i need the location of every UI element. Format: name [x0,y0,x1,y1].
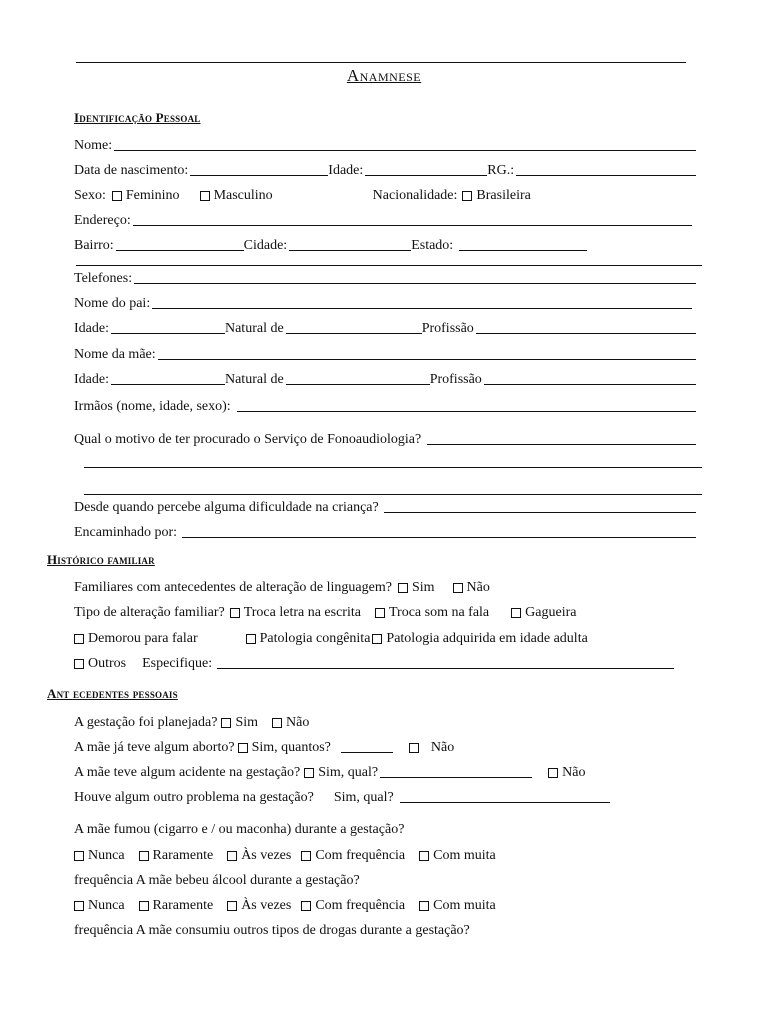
estado-field[interactable] [459,250,587,251]
row-telefones [74,267,696,287]
label-fumou-raramente: Raramente [152,848,214,863]
telefones-field[interactable] [134,283,696,284]
label-feminino: Feminino [125,188,180,203]
bebeu-com-muita-checkbox[interactable] [419,901,429,911]
planejada-sim-checkbox[interactable] [221,718,231,728]
row-fumou [74,818,696,838]
label-sexo: Sexo: [74,188,106,203]
familiares-sim-checkbox[interactable] [398,583,408,593]
row-irmaos [74,395,696,415]
label-especifique: Especifique: [142,656,213,671]
label-telefones: Telefones: [74,271,133,286]
label-nome-pai: Nome do pai: [74,296,151,311]
acidente-sim-checkbox[interactable] [304,768,314,778]
encaminhado-field[interactable] [182,537,696,538]
profissao-mae-field[interactable] [484,384,696,385]
section-identificacao: Identificação Pessoal [74,110,201,125]
fumou-raramente-checkbox[interactable] [139,851,149,861]
label-gagueira: Gagueira [525,605,577,620]
row-mae-info [74,368,696,388]
row-fumou-options [74,844,696,864]
row-bairro [74,234,696,254]
label-bebeu-nunca: Nunca [88,898,125,913]
row-outro-problema [74,786,696,806]
label-outro-problema: Houve algum outro problema na gestação? [74,790,314,805]
label-masculino: Masculino [213,188,273,203]
nome-pai-field[interactable] [152,308,692,309]
label-irmaos: Irmãos (nome, idade, sexo): [74,399,231,414]
label-outro-sim-qual: Sim, qual? [333,790,394,805]
label-acidente-sim-qual: Sim, qual? [318,765,379,780]
data-nascimento-field[interactable] [190,175,328,176]
label-troca-letra: Troca letra na escrita [243,605,361,620]
familiares-nao-checkbox[interactable] [453,583,463,593]
label-acidente-nao: Não [562,765,586,780]
masculino-checkbox[interactable] [200,191,210,201]
outro-problema-field[interactable] [400,802,610,803]
label-data-nascimento: Data de nascimento: [74,163,189,178]
aborto-sim-checkbox[interactable] [238,743,248,753]
label-familiares-nao: Não [466,580,490,595]
bairro-field[interactable] [116,250,244,251]
troca-letra-checkbox[interactable] [230,608,240,618]
nome-field[interactable] [114,150,696,151]
label-profissao-mae: Profissão [429,372,482,387]
fumou-nunca-checkbox[interactable] [74,851,84,861]
label-idade: Idade: [328,163,364,178]
idade-mae-field[interactable] [111,384,225,385]
row-acidente [74,761,696,781]
label-fumou-as-vezes: Às vezes [241,848,292,863]
rg-field[interactable] [516,175,696,176]
row-outros [74,652,674,672]
fumou-com-muita-checkbox[interactable] [419,851,429,861]
label-natural-pai: Natural de [224,321,284,336]
profissao-pai-field[interactable] [476,333,696,334]
label-bebeu-as-vezes: Às vezes [241,898,292,913]
natural-mae-field[interactable] [286,384,430,385]
label-nacionalidade: Nacionalidade: [372,188,458,203]
aborto-nao-checkbox[interactable] [409,743,419,753]
gagueira-checkbox[interactable] [511,608,521,618]
row-nome-mae [74,343,696,363]
congenita-checkbox[interactable] [246,634,256,644]
fumou-com-frequencia-checkbox[interactable] [301,851,311,861]
label-fumou: A mãe fumou (cigarro e / ou maconha) durante a gestação? [74,822,405,837]
label-aborto: A mãe já teve algum aborto? [74,740,235,755]
label-motivo: Qual o motivo de ter procurado o Serviço de Fonoaudiologia? [74,432,422,447]
label-tipo: Tipo de alteração familiar? [74,605,225,620]
row-desde-quando [74,496,696,516]
label-fumou-com-frequencia: Com frequência [315,848,406,863]
row-patologias [74,627,696,647]
label-endereco: Endereço: [74,213,131,228]
label-bebeu-com-frequencia: Com frequência [315,898,406,913]
idade-field[interactable] [365,175,487,176]
label-demorou: Demorou para falar [88,631,198,646]
row-tipo-alteracao [74,601,696,621]
troca-som-checkbox[interactable] [375,608,385,618]
quantos-field[interactable] [341,752,393,753]
row-familiares [74,576,696,596]
label-troca-som: Troca som na fala [388,605,490,620]
label-bebeu-com-muita: Com muita [433,898,496,913]
outros-checkbox[interactable] [74,659,84,669]
desde-quando-field[interactable] [384,512,696,513]
separator-line [76,265,702,266]
label-acidente: A mãe teve algum acidente na gestação? [74,765,301,780]
row-encaminhado [74,521,696,541]
demorou-checkbox[interactable] [74,634,84,644]
cidade-field[interactable] [289,250,411,251]
label-estado: Estado: [411,238,454,253]
acidente-nao-checkbox[interactable] [548,768,558,778]
label-familiares: Familiares com antecedentes de alteração de linguagem? [74,580,392,595]
bebeu-raramente-checkbox[interactable] [139,901,149,911]
section-antecedentes: Ant ecedentes pessoais [47,686,178,701]
idade-pai-field[interactable] [111,333,225,334]
label-outros: Outros [88,656,127,671]
row-planejada [74,711,696,731]
label-cidade: Cidade: [243,238,288,253]
label-nome-mae: Nome da mãe: [74,347,156,362]
nome-mae-field[interactable] [158,359,696,360]
label-congenita: Patologia congênita [259,631,371,646]
label-familiares-sim: Sim [411,580,435,595]
label-planejada-sim: Sim [235,715,259,730]
row-nome-pai [74,292,692,312]
motivo-field[interactable] [427,444,696,445]
row-sexo [74,184,696,204]
bebeu-as-vezes-checkbox[interactable] [227,901,237,911]
bebeu-com-frequencia-checkbox[interactable] [301,901,311,911]
row-bebeu [74,869,696,889]
motivo-line-3[interactable] [84,494,702,495]
row-nome [74,134,696,154]
adquirida-checkbox[interactable] [372,634,382,644]
natural-pai-field[interactable] [286,333,422,334]
brasileira-checkbox[interactable] [462,191,472,201]
page-title: Anamnese [346,66,422,85]
row-bebeu-options [74,894,696,914]
irmaos-field[interactable] [237,411,696,412]
label-natural-mae: Natural de [224,372,284,387]
label-bebeu-raramente: Raramente [152,898,214,913]
especifique-field[interactable] [217,668,674,669]
label-planejada-nao: Não [286,715,310,730]
label-idade-mae: Idade: [74,372,109,387]
label-brasileira: Brasileira [476,188,531,203]
label-bebeu: frequência A mãe bebeu álcool durante a gestação? [74,873,360,888]
motivo-line-2[interactable] [84,467,702,468]
label-planejada: A gestação foi planejada? [74,715,218,730]
row-drogas [74,919,696,939]
label-nome: Nome: [74,138,113,153]
row-motivo [74,428,696,448]
label-rg: RG.: [487,163,515,178]
label-aborto-nao: Não [430,740,455,755]
bebeu-nunca-checkbox[interactable] [74,901,84,911]
label-desde-quando: Desde quando percebe alguma dificuldade na criança? [74,500,379,515]
acidente-qual-field[interactable] [380,777,532,778]
row-aborto [74,736,696,756]
endereco-field[interactable] [133,225,692,226]
label-encaminhado: Encaminhado por: [74,525,178,540]
row-pai-info [74,317,696,337]
label-profissao-pai: Profissão [421,321,474,336]
fumou-as-vezes-checkbox[interactable] [227,851,237,861]
label-drogas: frequência A mãe consumiu outros tipos de drogas durante a gestação? [74,923,470,938]
label-idade-pai: Idade: [74,321,109,336]
feminino-checkbox[interactable] [112,191,122,201]
label-bairro: Bairro: [74,238,114,253]
top-rule [76,62,686,63]
label-fumou-com-muita: Com muita [433,848,496,863]
row-endereco [74,209,692,229]
section-historico: Histórico familiar [47,552,155,567]
label-sim-quantos: Sim, quantos? [251,740,331,755]
label-adquirida: Patologia adquirida em idade adulta [386,631,588,646]
label-fumou-nunca: Nunca [88,848,125,863]
row-nascimento [74,159,696,179]
planejada-nao-checkbox[interactable] [272,718,282,728]
